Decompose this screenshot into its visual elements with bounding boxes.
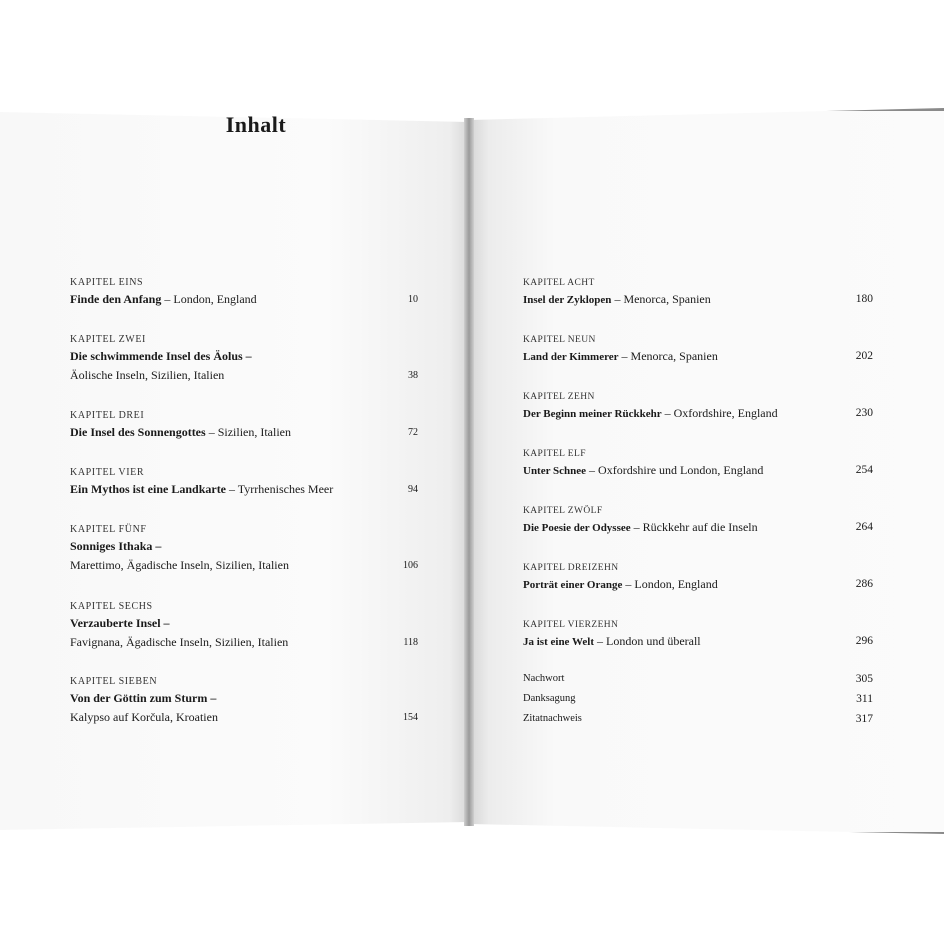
back-matter-label: Danksagung: [523, 693, 576, 704]
chapter-place: – Rückkehr auf die Inseln: [633, 520, 758, 534]
chapter-title: Land der Kimmerer: [523, 351, 619, 363]
chapter-number: KAPITEL SIEBEN: [70, 676, 158, 687]
page-number: 317: [855, 713, 873, 725]
chapter-title: Von der Göttin zum Sturm –: [70, 691, 217, 705]
chapter-place: – London, England: [164, 292, 257, 306]
chapter-line: [70, 480, 418, 499]
chapter-place: Kalypso auf Korčula, Kroatien: [70, 710, 218, 724]
page-number: 230: [855, 407, 873, 419]
toc-entry: [523, 333, 873, 366]
chapter-line: [523, 404, 873, 423]
chapter-title: Porträt einer Orange: [523, 579, 623, 591]
chapter-place: Äolische Inseln, Sizilien, Italien: [70, 368, 225, 382]
page-number: 311: [856, 693, 873, 705]
toc-entry: [523, 561, 873, 594]
chapter-line: [70, 633, 418, 652]
chapter-title: Unter Schnee: [523, 465, 587, 477]
chapter-place: – Tyrrhenisches Meer: [229, 482, 334, 496]
chapter-place: – Sizilien, Italien: [208, 425, 291, 439]
page-number: 118: [403, 637, 418, 648]
page-number: 94: [408, 484, 418, 495]
chapter-number: KAPITEL SECHS: [70, 601, 153, 612]
chapter-line: [523, 632, 873, 651]
toc-entry: [523, 276, 873, 309]
chapter-place: – Oxfordshire und London, England: [589, 463, 764, 477]
page-number: 286: [855, 578, 873, 590]
chapter-line: [523, 518, 873, 537]
chapter-number: KAPITEL ACHT: [523, 278, 595, 288]
chapter-line: [523, 347, 873, 366]
chapter-line: [70, 290, 418, 309]
chapter-number: KAPITEL VIERZEHN: [523, 620, 619, 630]
page-number: 180: [855, 293, 873, 305]
book-gutter: [464, 118, 474, 826]
page-number: 72: [408, 427, 418, 438]
chapter-line: [523, 290, 873, 309]
toc-entry: [70, 466, 418, 499]
chapter-number: KAPITEL ZWEI: [70, 334, 146, 345]
chapter-place: Marettimo, Ägadische Inseln, Sizilien, Italien: [70, 558, 289, 572]
toc-entry: [70, 600, 418, 652]
toc-title: Inhalt: [225, 112, 287, 137]
chapter-line: [523, 575, 873, 594]
chapter-place: – London, England: [625, 577, 718, 591]
back-matter-label: Nachwort: [523, 673, 565, 684]
chapter-number: KAPITEL ELF: [523, 449, 586, 459]
back-matter-item: [523, 689, 873, 709]
page-number: 305: [855, 673, 873, 685]
back-matter-list: [523, 669, 873, 729]
chapter-number: KAPITEL ZEHN: [523, 392, 595, 402]
chapter-number: KAPITEL EINS: [70, 277, 144, 288]
chapter-line: [70, 689, 418, 708]
toc-entry: [70, 333, 418, 385]
chapter-title: Ja ist eine Welt: [523, 636, 594, 648]
chapter-number: KAPITEL NEUN: [523, 335, 596, 345]
toc-entry: [523, 390, 873, 423]
chapter-line: [70, 366, 418, 385]
chapter-title: Verzauberte Insel –: [70, 616, 170, 630]
back-matter-item: [523, 709, 873, 729]
chapter-place: – Menorca, Spanien: [614, 292, 711, 306]
chapter-title: Die Insel des Sonnengottes: [70, 425, 206, 439]
back-matter-item: [523, 669, 873, 689]
chapter-title: Insel der Zyklopen: [523, 294, 612, 306]
page-number: 10: [408, 294, 418, 305]
toc-entry: [70, 276, 418, 309]
chapter-place: Favignana, Ägadische Inseln, Sizilien, Italien: [70, 635, 289, 649]
toc-entry: [523, 447, 873, 480]
chapter-title: Ein Mythos ist eine Landkarte: [70, 482, 227, 496]
chapter-line: [70, 347, 418, 366]
toc-entry: [70, 523, 418, 575]
page-number: 38: [408, 370, 418, 381]
chapter-line: [70, 614, 418, 633]
back-matter-label: Zitatnachweis: [523, 713, 582, 724]
chapter-title: Sonniges Ithaka –: [70, 539, 162, 553]
chapter-number: KAPITEL ZWÖLF: [523, 506, 603, 516]
toc-entry: [70, 675, 418, 727]
toc-entry: [70, 409, 418, 442]
chapter-title: Der Beginn meiner Rückkehr: [523, 408, 662, 420]
page-number: 154: [403, 712, 418, 723]
chapter-number: KAPITEL DREIZEHN: [523, 563, 619, 573]
chapter-line: [70, 708, 418, 727]
chapter-line: [523, 461, 873, 480]
chapter-title: Finde den Anfang: [70, 292, 162, 306]
chapter-line: [70, 423, 418, 442]
chapter-line: [70, 537, 418, 556]
chapter-line: [70, 556, 418, 575]
page-number: 202: [855, 350, 873, 362]
chapter-title: Die Poesie der Odyssee: [523, 522, 631, 534]
chapter-number: KAPITEL FÜNF: [70, 524, 147, 535]
chapter-place: – Menorca, Spanien: [621, 349, 718, 363]
chapter-number: KAPITEL VIER: [70, 467, 145, 478]
page-number: 106: [403, 560, 418, 571]
chapter-title: Die schwimmende Insel des Äolus –: [70, 349, 252, 363]
chapter-place: – London und überall: [596, 634, 701, 648]
chapter-number: KAPITEL DREI: [70, 410, 145, 421]
chapter-place: – Oxfordshire, England: [664, 406, 778, 420]
toc-entry: [523, 618, 873, 651]
page-number: 254: [855, 464, 873, 476]
toc-entry: [523, 504, 873, 537]
page-number: 264: [855, 521, 873, 533]
page-number: 296: [855, 635, 873, 647]
